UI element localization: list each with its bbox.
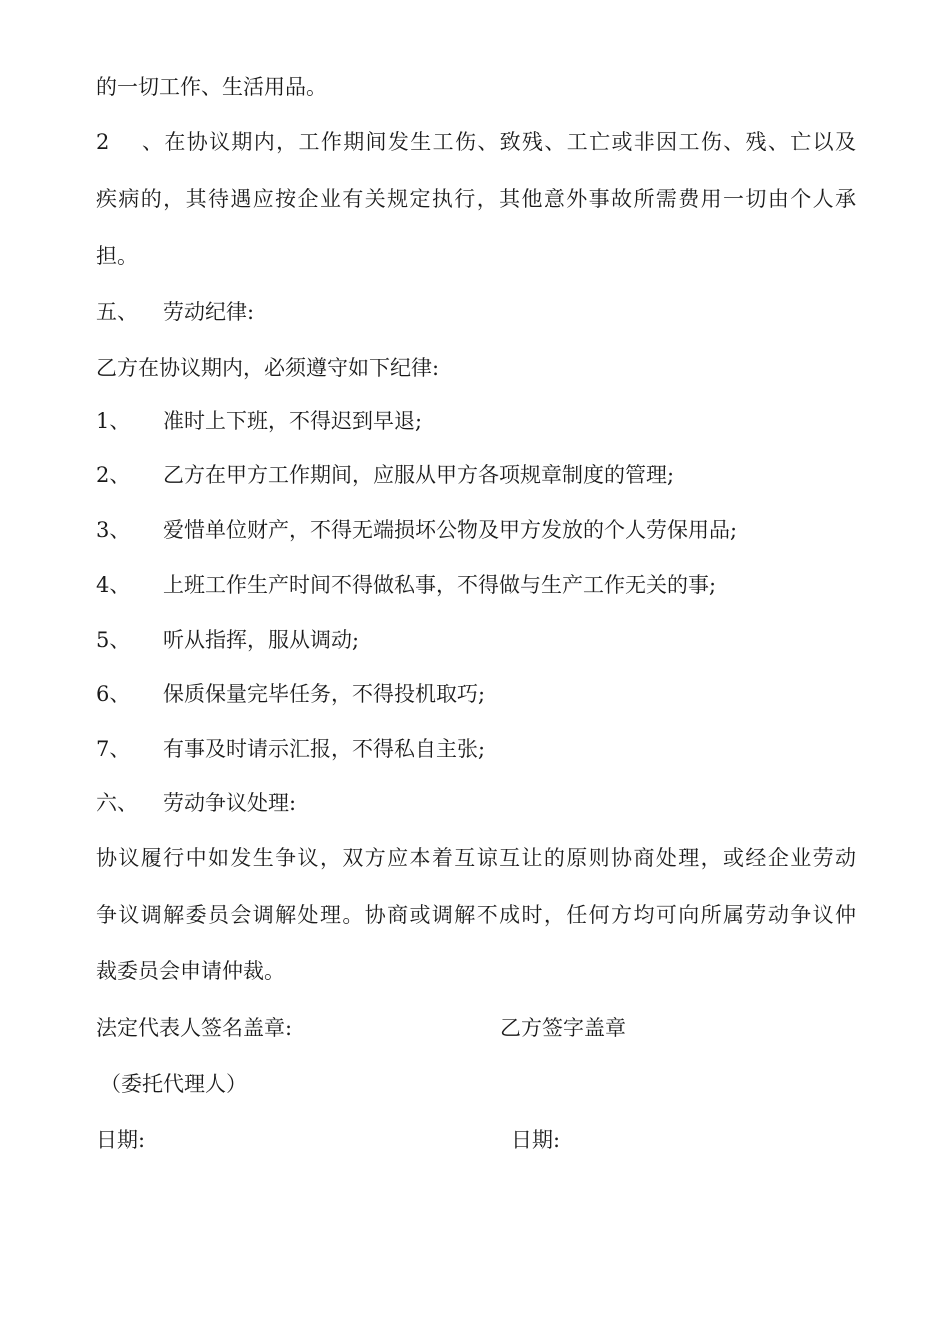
rule-item — [96, 406, 422, 436]
rule-item — [96, 679, 485, 709]
rule-number: 1、 — [96, 409, 131, 433]
rule-number: 7、 — [96, 737, 131, 761]
date-left-label: 日期: — [96, 1128, 146, 1152]
rule-number: 5、 — [96, 628, 131, 652]
rule-text: 听从指挥，服从调动; — [163, 628, 360, 652]
signature-right-label: 乙方签字盖章 — [500, 1016, 626, 1040]
clause-number: 2、 — [96, 130, 163, 154]
section-heading — [96, 788, 296, 818]
paragraph-line: 争议调解委员会调解处理。协商或调解不成时，任何方均可向所属劳动争议仲 — [96, 903, 856, 927]
rule-number: 4、 — [96, 573, 131, 597]
signature-left-label: 法定代表人签名盖章: — [96, 1016, 293, 1040]
rule-number: 6、 — [96, 682, 131, 706]
rule-item — [96, 734, 485, 764]
paragraph-line: 的一切工作、生活用品。 — [96, 75, 327, 99]
section-number: 六、 — [96, 791, 138, 815]
paragraph-line: 乙方在协议期内，必须遵守如下纪律: — [96, 356, 440, 380]
rule-text: 爱惜单位财产，不得无端损坏公物及甲方发放的个人劳保用品; — [163, 518, 738, 542]
section-heading — [96, 297, 254, 327]
paragraph-line: 疾病的，其待遇应按企业有关规定执行，其他意外事故所需费用一切由个人承 — [96, 187, 856, 211]
rule-text: 有事及时请示汇报，不得私自主张; — [163, 737, 486, 761]
rule-item — [96, 515, 737, 545]
paragraph-line: 担。 — [96, 244, 138, 268]
clause-item — [96, 127, 856, 157]
rule-number: 2、 — [96, 463, 131, 487]
clause-text: 在协议期内，工作期间发生工伤、致残、工亡或非因工伤、残、亡以及 — [163, 130, 856, 154]
section-title: 劳动争议处理: — [163, 791, 297, 815]
section-number: 五、 — [96, 300, 138, 324]
rule-item — [96, 570, 716, 600]
rule-item — [96, 460, 674, 490]
paragraph-line: 协议履行中如发生争议，双方应本着互谅互让的原则协商处理，或经企业劳动 — [96, 846, 856, 870]
rule-text: 上班工作生产时间不得做私事，不得做与生产工作无关的事; — [163, 573, 717, 597]
rule-text: 乙方在甲方工作期间，应服从甲方各项规章制度的管理; — [163, 463, 675, 487]
date-right-label: 日期: — [511, 1128, 561, 1152]
rule-item — [96, 625, 359, 655]
section-title: 劳动纪律: — [163, 300, 255, 324]
rule-text: 准时上下班，不得迟到早退; — [163, 409, 423, 433]
paragraph-line: 裁委员会申请仲裁。 — [96, 959, 285, 983]
rule-text: 保质保量完毕任务，不得投机取巧; — [163, 682, 486, 706]
rule-number: 3、 — [96, 518, 131, 542]
agent-label: （委托代理人） — [100, 1072, 247, 1096]
